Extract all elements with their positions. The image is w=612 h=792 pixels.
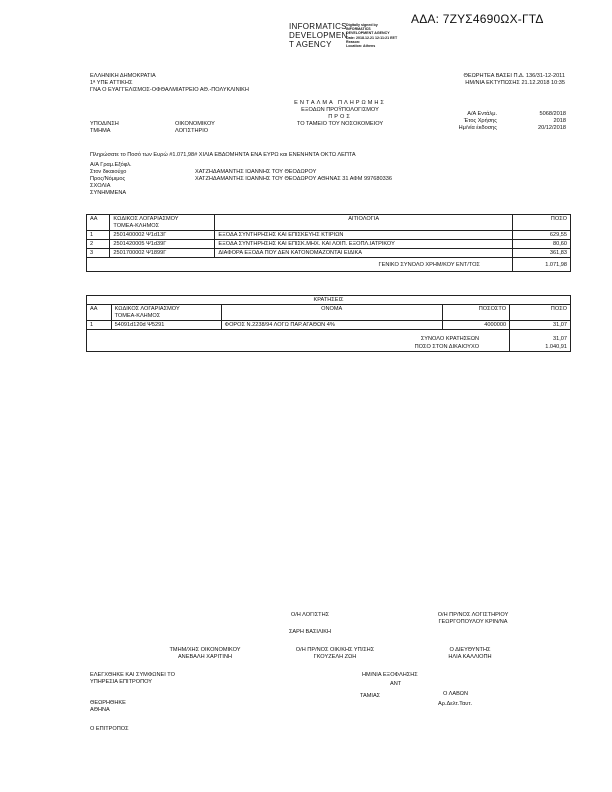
department-values (175, 121, 215, 135)
meta-value: 20/12/2018 (538, 125, 566, 131)
deductions-header-row (87, 305, 571, 321)
validation-line: ΘΕΩΡΗΤΕΑ ΒΑΣΕΙ Π.Δ. 136/31-12-2011 (463, 73, 565, 79)
table-row (87, 249, 571, 258)
col-header: ΚΩΔΙΚΟΣ ΛΟΓΑΡΙΑΣΜΟΥ ΤΟΜΕΑ-ΚΛΗΜΟΣ (111, 305, 221, 321)
ada-number: ΑΔΑ: 7ΖΥΣ4690ΩΧ-ΓΤΔ (411, 12, 544, 26)
signature-title: Ο/Η ΠΡ/ΝΟΣ ΟΙΚ/ΚΗΣ ΥΠ/ΣΗΣ (295, 647, 375, 653)
signature-name: ΓΚΟΥΖΕΛΗ ΖΩΗ (313, 654, 357, 660)
stamp-detail: Digitally signed by (346, 23, 378, 27)
validation-block (420, 73, 565, 87)
meta-label: Α/Α Εντάλμ. (467, 111, 497, 117)
signature-director (415, 647, 525, 661)
auditor-line: Ο ΕΠΙΤΡΟΠΟΣ (90, 726, 129, 732)
payment-values (195, 162, 392, 197)
stamp-detail: Location: Athens (346, 44, 376, 49)
signature-title: Ο ΔΙΕΥΘΥΝΤΗΣ (449, 647, 491, 653)
issuer-line: ΓΝΑ Ο ΕΥΑΓΓΕΛΙΣΜΟΣ-ΟΦΘΑΛΜΙΑΤΡΕΙΟ ΑΘ.-ΠΟΛΥΚΛΙΝΙΚΗ (90, 87, 249, 93)
meta-values (500, 111, 566, 132)
payment-labels (90, 162, 132, 197)
signature-name: ΗΛΙΑ ΚΑΛΛΙΟΠΗ (448, 654, 492, 660)
table-row (87, 240, 571, 249)
payment-value (195, 162, 392, 169)
issuer-block (90, 73, 249, 94)
payment-label: Στον δικαιούχο (90, 169, 127, 175)
signature-name: ΑΝΕΒΑΛΗ ΧΑΡΙΤΙΝΗ (177, 654, 233, 660)
auditor-line: ΘΕΩΡΗΘΗΚΕ (90, 700, 126, 706)
summary-row (87, 330, 571, 344)
col-header: ΑΑ (87, 305, 112, 321)
deductions-title-row (87, 296, 571, 305)
amount-in-words: Πληρώσατε το Ποσό των Ευρώ #1.071,98# ΧΙΛΙΑ ΕΒΔΟΜΗΝΤΑ ΕΝΑ ΕΥΡΩ και ΕΝΕΝΗΝΤΑ ΟΚΤΩ ΛΕΠΤΑ (90, 152, 356, 158)
account-code: 54091d120d Ψ5291 (111, 321, 221, 330)
row-index: 2 (87, 240, 110, 249)
beneficiary-name: ΧΑΤΖΗΔΑΜΑΝΤΗΣ ΙΩΑΝΝΗΣ ΤΟΥ ΘΕΟΔΩΡΟΥ (195, 169, 317, 175)
col-header: ΟΝΟΜΑ (221, 305, 442, 321)
col-header: ΑΑ (87, 215, 110, 231)
summary-label: ΣΥΝΟΛΟ ΚΡΑΤΗΣΕΩΝ (87, 330, 510, 344)
col-header: ΠΟΣΟ (510, 305, 571, 321)
auditor-line: ΕΛΕΓΧΘΗΚΕ ΚΑΙ ΣΥΜΦΩΝΕΙ ΤΟ (90, 672, 175, 678)
account-code: 2501420005 Ψ1d39Γ (110, 240, 215, 249)
total-label: ΓΕΝΙΚΟ ΣΥΝΟΛΟ ΧΡΗΜ/ΚΟΥ ΕΝΤ/ΤΟΣ (87, 258, 513, 272)
description: ΔΙΑΦΟΡΑ ΕΞΟΔΑ ΠΟΥ ΔΕΝ ΚΑΤΟΝΟΜΑΖΟΝΤΑΙ ΕΙΔΙΚΑ (215, 249, 513, 258)
title-line: ΠΡΟΣ (328, 114, 352, 120)
row-index: 3 (87, 249, 110, 258)
table-row (87, 231, 571, 240)
payment-label: Α/Α Γραμ.Εξόφλ. (90, 162, 132, 168)
col-header: ΚΩΔΙΚΟΣ ΛΟΓΑΡΙΑΣΜΟΥ ΤΟΜΕΑ-ΚΛΗΜΟΣ (110, 215, 215, 231)
meta-labels (430, 111, 497, 132)
meta-value: 5068/2018 (539, 111, 566, 117)
amount: 361,83 (512, 249, 570, 258)
title-line: ΕΞΟΔΩΝ ΠΡΟΫΠΟΛΟΓΙΣΜΟΥ (301, 107, 379, 113)
account-code: 2501400002 Ψ1d13Γ (110, 231, 215, 240)
payment-label: Προς/Νόμιμος (90, 176, 126, 182)
comments-value (195, 183, 392, 190)
receiver-label: Ο ΛΑΒΩΝ (443, 691, 469, 697)
department-label: ΤΜΗΜΑ (90, 128, 111, 134)
title-line: ΕΝΤΑΛΜΑ ΠΛΗΡΩΜΗΣ (294, 100, 386, 106)
stamp-line: T AGENCY (289, 40, 332, 49)
summary-value: 31,07 (510, 330, 571, 344)
deduction-rate: 4000000 (442, 321, 509, 330)
signature-title: Ο/Η ΛΟΓΙΣΤΗΣ (290, 612, 330, 618)
issuer-line: ΕΛΛΗΝΙΚΗ ΔΗΜΟΚΡΑΤΙΑ (90, 73, 156, 79)
net-amount: 1.040,91 (510, 343, 571, 352)
cashier-label: ΤΑΜΙΑΣ (360, 693, 381, 699)
table-row (87, 321, 571, 330)
stamp-detail: INFORMATICS (346, 27, 371, 32)
signature-name: ΓΕΩΡΓΟΠΟΥΛΟΥ ΚΡΙΝ/ΝΑ (438, 619, 508, 625)
signature-finance-head (150, 647, 260, 661)
payment-label: ΣΧΟΛΙΑ (90, 183, 111, 189)
total-row (87, 258, 571, 272)
attachments-value (195, 190, 392, 197)
col-header: ΠΟΣΟ (512, 215, 570, 231)
total-amount: 1.071,98 (512, 258, 570, 272)
items-header-row (87, 215, 571, 231)
id-card-label: Αρ.Δελτ.Ταυτ. (438, 701, 473, 707)
meta-value: 2018 (553, 118, 566, 124)
signature-title: ΤΜΗΜ/ΧΗΣ ΟΙΚΟΝΟΜΙΚΟΥ (169, 647, 241, 653)
signature-head-accounting (418, 612, 528, 626)
deductions-table (86, 295, 571, 352)
department-value: ΟΙΚΟΝΟΜΙΚΟΥ (175, 121, 215, 127)
items-table (86, 214, 571, 272)
signature-finance-director (280, 647, 390, 661)
stamp-detail: Reason: (346, 39, 361, 44)
amount: 80,60 (512, 240, 570, 249)
document-title (260, 100, 420, 128)
col-header: ΑΙΤΙΟΛΟΓΙΑ (215, 215, 513, 231)
account-code: 2501700002 Ψ1899Γ (110, 249, 215, 258)
meta-label: Ημ/νία έκδοσης (458, 125, 497, 131)
digital-signature-stamp (289, 22, 348, 49)
row-index: 1 (87, 231, 110, 240)
legal-representative: ΧΑΤΖΗΔΑΜΑΝΤΗΣ ΙΩΑΝΝΗΣ ΤΟΥ ΘΕΟΔΩΡΟΥ ΑΘΗΝΑΣ 31 ΑΦΜ 997680336 (195, 176, 392, 182)
deductions-title: ΚΡΑΤΗΣΕΙΣ (87, 296, 571, 305)
stamp-detail: DEVELOPMENT AGENCY (346, 31, 390, 36)
department-label: ΥΠΟΔ/ΝΣΗ (90, 121, 119, 127)
auditor-line: ΥΠΗΡΕΣΙΑ ΕΠΙΤΡΟΠΟΥ (90, 679, 153, 685)
row-index: 1 (87, 321, 112, 330)
stamp-line: INFORMATICS (289, 22, 347, 31)
amount: 629,55 (512, 231, 570, 240)
description: ΕΞΟΔΑ ΣΥΝΤΗΡΗΣΗΣ ΚΑΙ ΕΠΙΣΚ.ΜΗΧ. ΚΑΙ ΛΟΙΠ. ΕΞΟΠΛ.ΙΑΤΡΙΚΟΥ (215, 240, 513, 249)
summary-row (87, 343, 571, 352)
department-value: ΛΟΓΙΣΤΗΡΙΟ (175, 128, 209, 134)
signature-name: ΣΑΡΗ ΒΑΣΙΛΙΚΗ (288, 629, 332, 635)
col-header: ΠΟΣΟΣΤΟ (442, 305, 509, 321)
deduction-amount: 31,07 (510, 321, 571, 330)
auditor-line: ΑΘΗΝΑ (90, 707, 110, 713)
payment-ant-label: ΑΝΤ (390, 681, 402, 687)
meta-label: Έτος Χρήσης (463, 118, 497, 124)
payment-date-label: ΗΜ/ΝΙΑ ΕΞΟΦΛΗΣΗΣ (362, 672, 418, 678)
signature-title: Ο/Η ΠΡ/ΝΟΣ ΛΟΓΙΣΤΗΡΙΟΥ (437, 612, 509, 618)
stamp-details (346, 23, 397, 48)
description: ΕΞΟΔΑ ΣΥΝΤΗΡΗΣΗΣ ΚΑΙ ΕΠΙΣΚΕΥΗΣ ΚΤΙΡΙΩΝ (215, 231, 513, 240)
issuer-line: 1ª ΥΠΕ ΑΤΤΙΚΗΣ (90, 80, 133, 86)
deduction-name: ΦΟΡΟΣ Ν.2238/94 ΛΟΓΩ ΠΑΡ.ΑΓΑΘΩΝ 4% (221, 321, 442, 330)
stamp-line: DEVELOPMEN (289, 31, 348, 40)
print-date-line: ΗΜ/ΝΙΑ ΕΚΤΥΠΩΣΗΣ 21.12.2018 10:35 (465, 80, 565, 86)
payment-label: ΣΥΝΗΜΜΕΝΑ (90, 190, 127, 196)
signature-accountant (270, 612, 350, 636)
title-line: ΤΟ ΤΑΜΕΙΟ ΤΟΥ ΝΟΣΟΚΟΜΕΙΟΥ (296, 121, 384, 127)
department-labels (90, 121, 119, 135)
auditor-block (90, 672, 175, 733)
summary-label: ΠΟΣΟ ΣΤΟΝ ΔΙΚΑΙΟΥΧΟ (87, 343, 510, 352)
stamp-detail: Date: 2018.12.21 12:11:21 EET (346, 35, 398, 40)
